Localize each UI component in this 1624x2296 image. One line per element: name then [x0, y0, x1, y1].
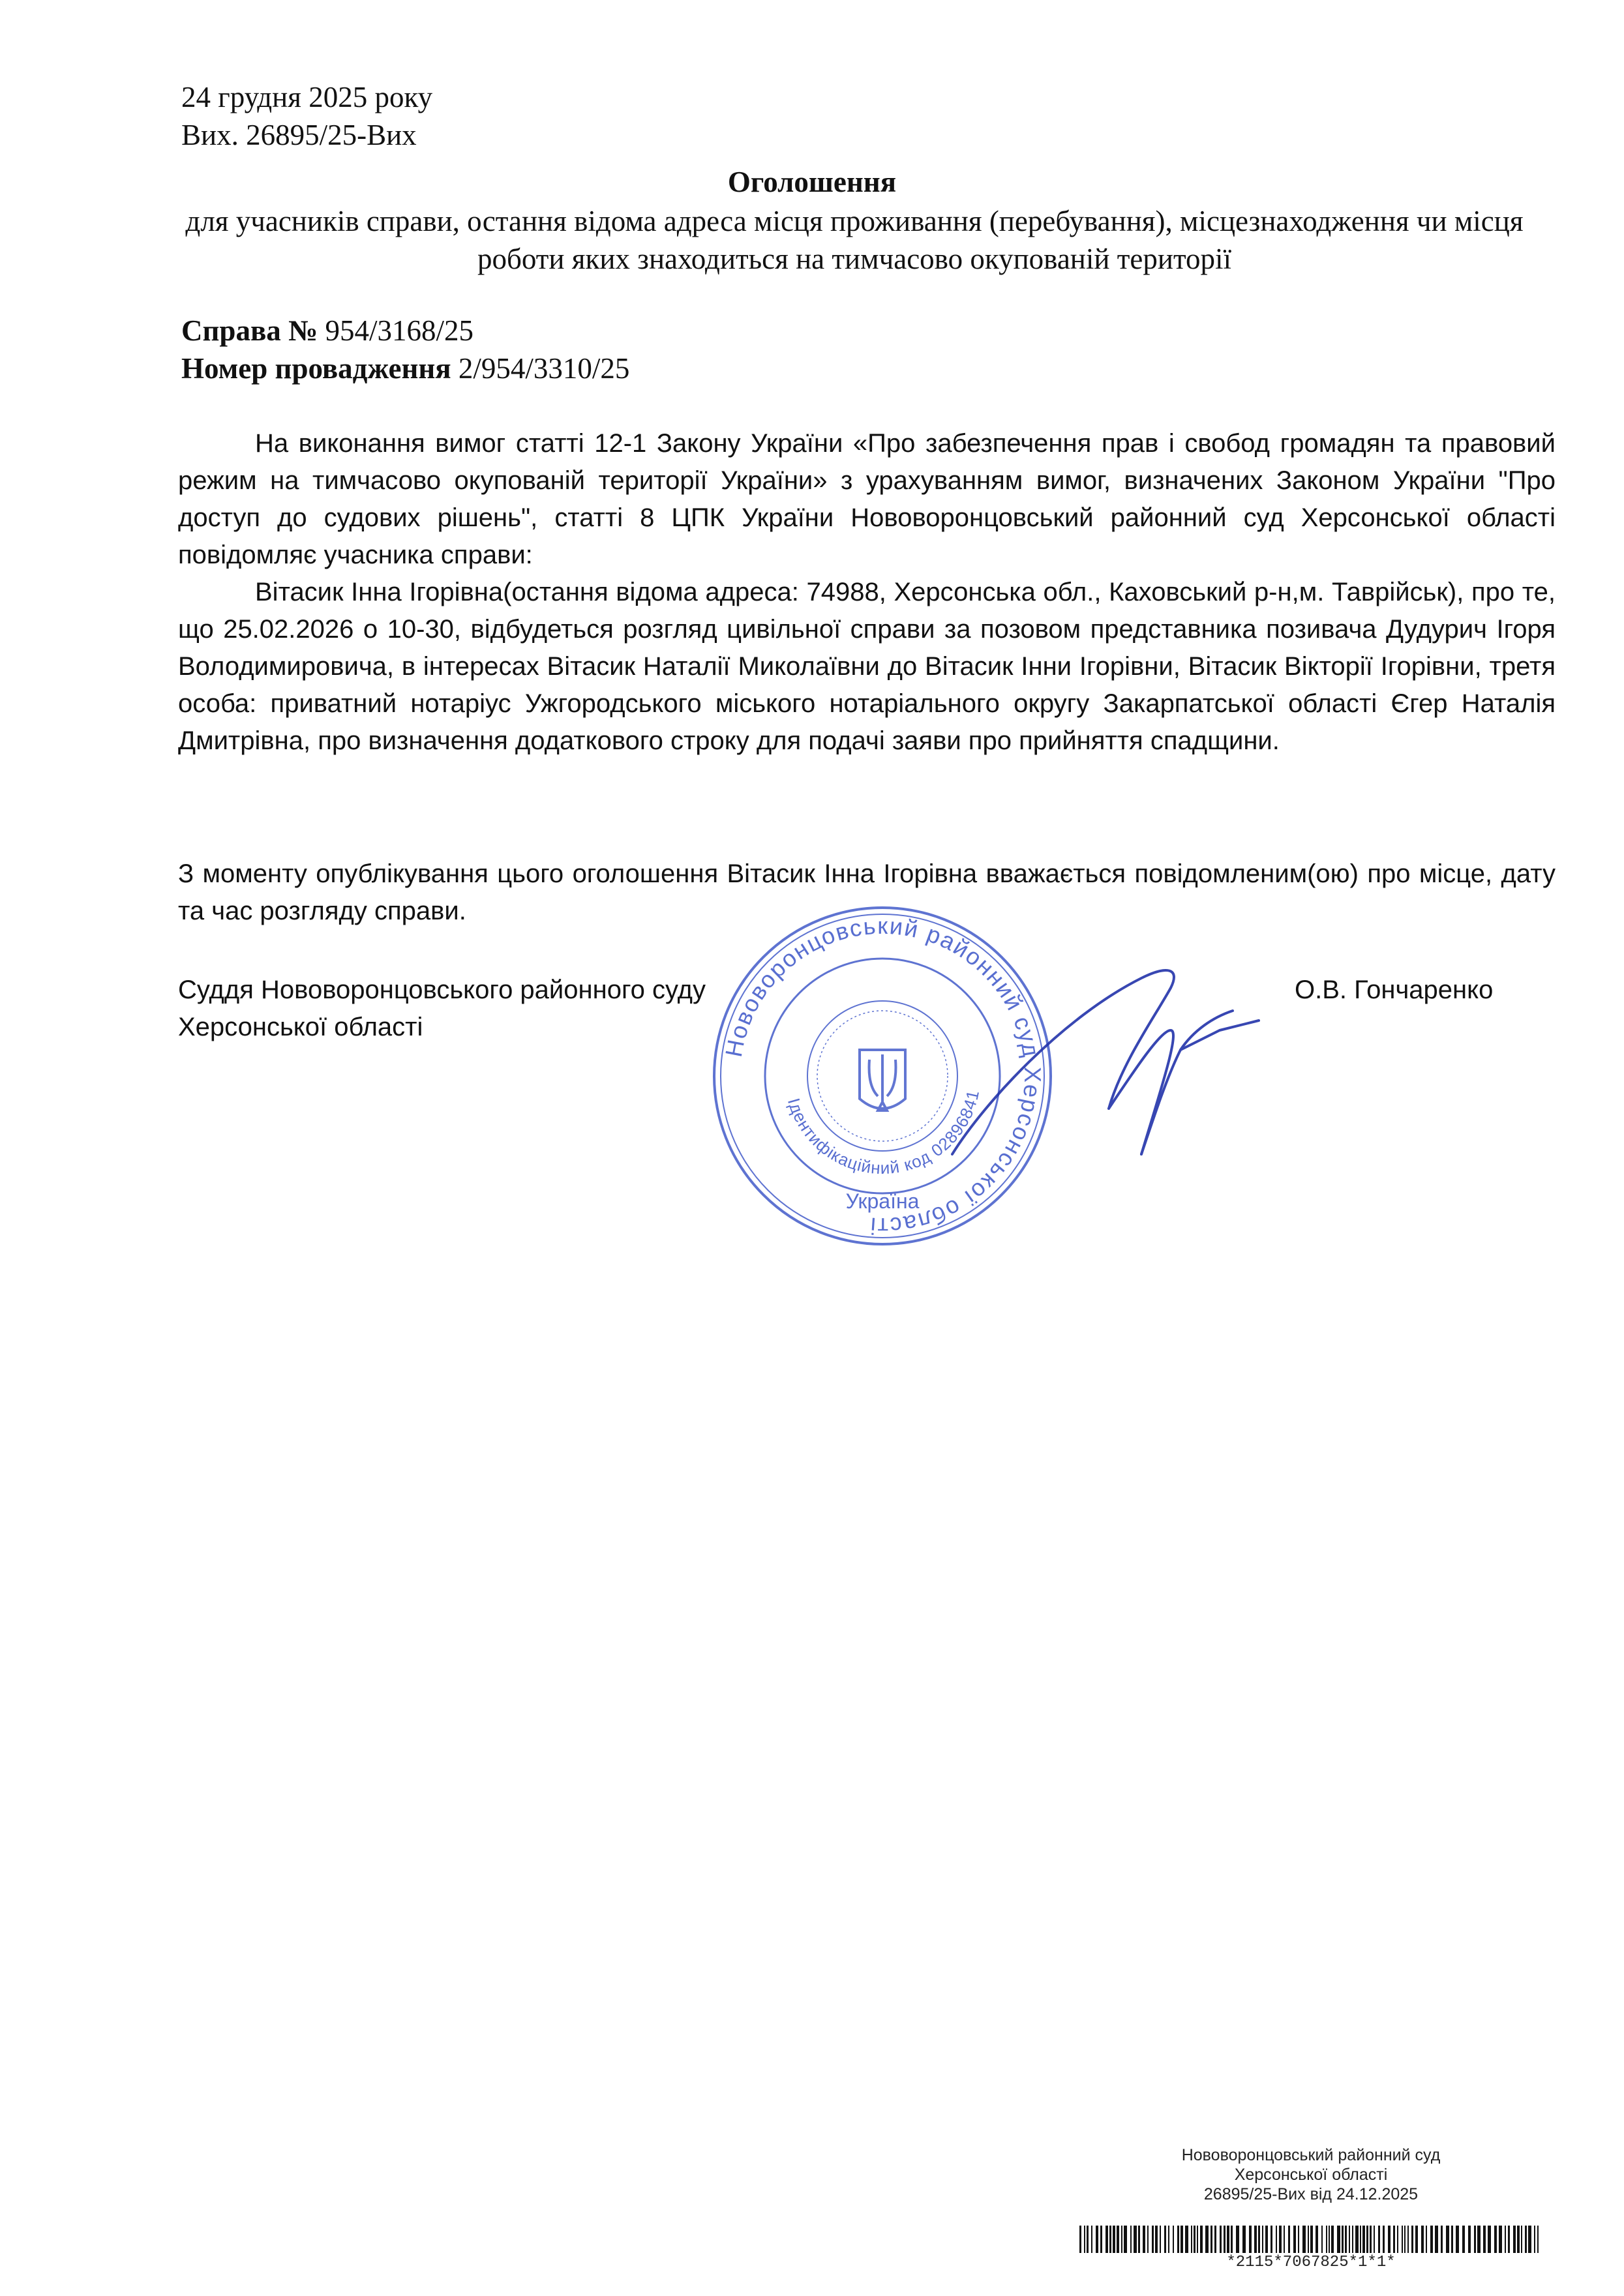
barcode-bar [1316, 2226, 1318, 2253]
barcode-bar [1173, 2226, 1174, 2253]
barcode-bar [1242, 2226, 1246, 2253]
barcode-bar [1441, 2226, 1443, 2253]
barcode-bar [1407, 2226, 1409, 2253]
barcode-bar [1537, 2226, 1539, 2253]
barcode-bar [1084, 2226, 1085, 2253]
coat-of-arms-icon [860, 1050, 905, 1111]
barcode-bar [1147, 2226, 1149, 2253]
barcode-bar [1374, 2226, 1375, 2253]
registration-stamp [1076, 2145, 1546, 2204]
barcode-number: *2115*7067825*1*1* [1226, 2254, 1396, 2271]
barcode-bar [1113, 2226, 1115, 2253]
barcode-bar [1468, 2226, 1471, 2253]
barcode-bar [1220, 2226, 1222, 2253]
barcode-bar [1185, 2226, 1188, 2253]
barcode-bar [1349, 2226, 1350, 2253]
barcode-bar [1404, 2226, 1406, 2253]
barcode-bar [1477, 2226, 1481, 2253]
barcode-bar [1456, 2226, 1459, 2253]
barcode-bar [1143, 2226, 1145, 2253]
barcode-bar [1383, 2226, 1385, 2253]
barcode-bar [1474, 2226, 1476, 2253]
registration-line1: Нововоронцовський районний суд [1181, 2146, 1441, 2164]
barcode-bar [1254, 2226, 1257, 2253]
barcode-bar [1446, 2226, 1449, 2253]
barcode-bar [1194, 2226, 1195, 2253]
barcode-bar [1138, 2226, 1140, 2253]
barcode-bar [1224, 2226, 1226, 2253]
barcode-bar [1096, 2226, 1098, 2253]
barcode-bar [1288, 2226, 1290, 2253]
barcode-bar [1310, 2226, 1313, 2253]
barcode-bar [1210, 2226, 1212, 2253]
barcode-bar [1177, 2226, 1179, 2253]
barcode-bar [1262, 2226, 1263, 2253]
barcode-bar [1326, 2226, 1327, 2253]
barcode-bar [1370, 2226, 1372, 2253]
barcode-bar [1402, 2226, 1403, 2253]
barcode-bar [1205, 2226, 1209, 2253]
document-date: 24 грудня 2025 року [181, 81, 433, 113]
barcode-bar [1168, 2226, 1169, 2253]
barcode-bar [1231, 2226, 1233, 2253]
stamp-outer-text: Нововоронцовський районний суд Херсонської області [719, 912, 1047, 1240]
barcode-bar [1236, 2226, 1239, 2253]
barcode-bar [1499, 2226, 1502, 2253]
registration-line2: Херсонської області [1234, 2166, 1388, 2184]
barcode-bar [1345, 2226, 1347, 2253]
barcode-bar [1249, 2226, 1252, 2253]
barcode-bar [1180, 2226, 1183, 2253]
barcode-bar [1100, 2226, 1102, 2253]
judge-position [178, 972, 706, 1046]
body-paragraph-2: Вітасик Інна Ігорівна(остання відома адреса: 74988, Херсонська обл., Каховський р-н,м. Таврійськ), про те, що 25.02.2026 о 10-30, відбудеться розгляд цивільної справи за позовом представника позивача Дудурич Ігоря Володимировича, в інтересах Вітасик Наталії Миколаївни до Вітасик Інни Ігорівни, Вітасик Вікторії Ігорівни, третя особа: приватний нотаріус Ужгородського міського нотаріального округу Закарпатської області Єгер Наталія Дмитрівна, про визначення додаткового строку для подачі заяви про прийняття спадщини. [178, 578, 1556, 755]
barcode-bar [1331, 2226, 1334, 2253]
barcode-bar [1355, 2226, 1359, 2253]
barcode-bar [1124, 2226, 1127, 2253]
barcode-bar [1378, 2226, 1380, 2253]
case-number: 954/3168/25 [325, 314, 474, 347]
barcode-bar [1362, 2226, 1365, 2253]
barcode-bar [1298, 2226, 1299, 2253]
barcode-bar [1105, 2226, 1108, 2253]
barcode-bar [1279, 2226, 1282, 2253]
barcode-icon [1079, 2226, 1542, 2253]
barcode-bar [1276, 2226, 1277, 2253]
barcode-bar [1265, 2226, 1268, 2253]
barcode-bar [1271, 2226, 1272, 2253]
judge-position-line2: Херсонської області [178, 1013, 423, 1041]
barcode-bar [1308, 2226, 1309, 2253]
barcode-bar [1352, 2226, 1353, 2253]
barcode-bar [1284, 2226, 1285, 2253]
barcode-bar [1337, 2226, 1340, 2253]
judge-position-line1: Суддя Нововоронцовського районного суду [178, 976, 706, 1004]
document-subtitle: для учасників справи, остання відома адреса місця проживання (перебування), місцезнаходження чи місця роботи яких знаходиться на тимчасово окупованій території [185, 205, 1524, 275]
barcode-bar [1488, 2226, 1491, 2253]
barcode-bar [1087, 2226, 1089, 2253]
stamp-inner-text: Ідентифікаційний код 02896841 [783, 1088, 984, 1178]
barcode-bar [1079, 2226, 1081, 2253]
barcode-bar [1393, 2226, 1395, 2253]
judge-name: О.В. Гончаренко [1295, 976, 1494, 1004]
outgoing-number: Вих. 26895/25-Вих [181, 119, 417, 151]
barcode-bar [1134, 2226, 1137, 2253]
barcode-bar [1214, 2226, 1216, 2253]
barcode-bar [1160, 2226, 1161, 2253]
barcode-bar [1197, 2226, 1198, 2253]
barcode-bar [1517, 2226, 1520, 2253]
barcode-bar [1508, 2226, 1510, 2253]
barcode-bar [1152, 2226, 1154, 2253]
barcode-bar [1494, 2226, 1497, 2253]
barcode-bar [1421, 2226, 1424, 2253]
registration-line3: 26895/25-Вих від 24.12.2025 [1203, 2185, 1419, 2203]
barcode-bar [1258, 2226, 1260, 2253]
document-title: Оголошення [727, 166, 897, 198]
barcode-bar [1191, 2226, 1192, 2253]
barcode-bar [1164, 2226, 1166, 2253]
barcode-bar [1293, 2226, 1296, 2253]
barcode-bar [1200, 2226, 1203, 2253]
barcode-bar [1360, 2226, 1361, 2253]
proceeding-number-line [181, 351, 629, 386]
barcode-bar [1483, 2226, 1486, 2253]
body-paragraph-3: З моменту опублікування цього оголошення Вітасик Інна Ігорівна вважається повідомленим(ою) про місце, дату та час розгляду справи. [178, 859, 1556, 925]
barcode-bar [1505, 2226, 1506, 2253]
barcode-bar [1426, 2226, 1427, 2253]
barcode-bar [1329, 2226, 1330, 2253]
barcode-bar [1430, 2226, 1433, 2253]
barcode-bar [1513, 2226, 1516, 2253]
barcode-bar [1227, 2226, 1229, 2253]
case-number-line [181, 313, 474, 348]
body-paragraph-1: На виконання вимог статті 12-1 Закону України «Про забезпечення прав і свобод громадян та правовий режим на тимчасово окупованій території України» з урахуванням вимог, визначених Законом України "Про доступ до судових рішень", статті 8 ЦПК України Нововоронцовський районний суд Херсонської області повідомляє учасника справи: [178, 429, 1556, 569]
barcode-bar [1528, 2226, 1531, 2253]
barcode-bar [1451, 2226, 1453, 2253]
barcode-bar [1397, 2226, 1398, 2253]
stamp-bottom-text: Україна [845, 1189, 920, 1213]
case-label: Справа № [181, 314, 318, 347]
handwritten-signature [946, 939, 1272, 1213]
barcode-bar [1411, 2226, 1413, 2253]
proceeding-number: 2/954/3310/25 [458, 352, 630, 385]
barcode-bar [1130, 2226, 1132, 2253]
barcode-bar [1525, 2226, 1527, 2253]
barcode-bar [1534, 2226, 1535, 2253]
barcode-bar [1521, 2226, 1522, 2253]
barcode-bar [1388, 2226, 1391, 2253]
barcode-bar [1091, 2226, 1092, 2253]
barcode-bar [1342, 2226, 1344, 2253]
proceeding-label: Номер провадження [181, 352, 451, 385]
barcode-bar [1462, 2226, 1465, 2253]
barcode-bar [1435, 2226, 1438, 2253]
barcode-bar [1302, 2226, 1306, 2253]
barcode-bar [1121, 2226, 1122, 2253]
barcode-bar [1117, 2226, 1119, 2253]
barcode-bar [1366, 2226, 1368, 2253]
barcode-bar [1109, 2226, 1111, 2253]
barcode-bar [1415, 2226, 1418, 2253]
barcode-bar [1155, 2226, 1158, 2253]
barcode-bar [1321, 2226, 1323, 2253]
